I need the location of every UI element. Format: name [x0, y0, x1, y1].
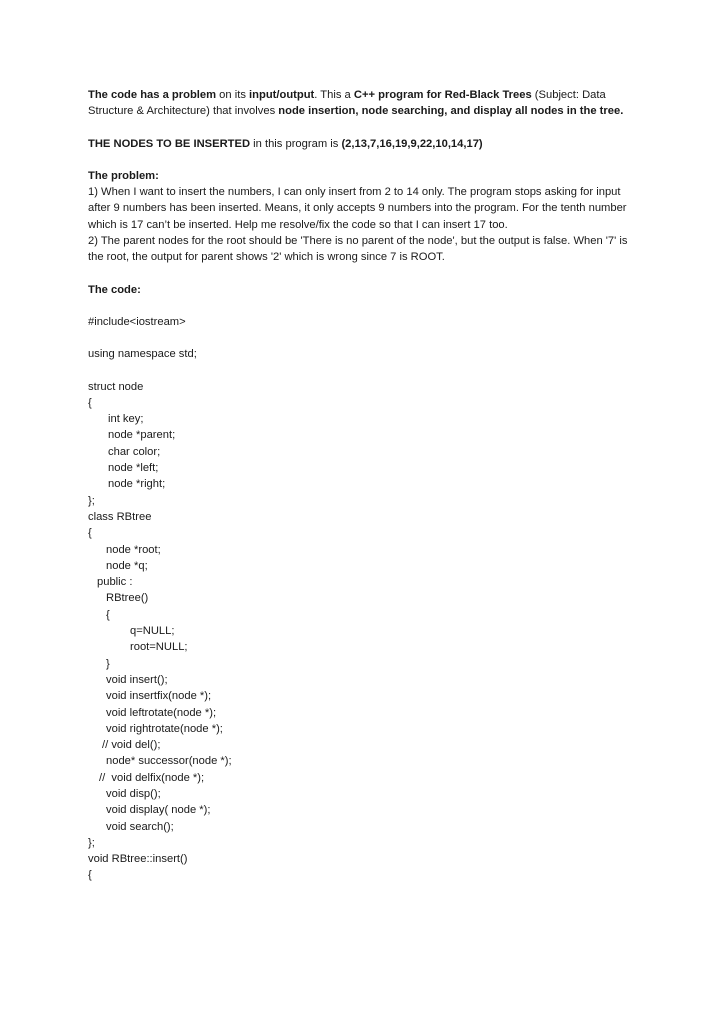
code-line-fn-successor: node* successor(node *); — [106, 755, 232, 768]
code-line-insert-def: void RBtree::insert() — [88, 853, 188, 866]
intro-bold-7: node insertion, node searching, and display all nodes in the tree. — [278, 105, 624, 118]
code-line-field-right: node *right; — [108, 478, 166, 491]
code-line-constructor: RBtree() — [106, 592, 149, 605]
intro-bold-3: input/output — [249, 89, 315, 101]
intro-text-6: (Subject: Data Structure & Architecture) that involves — [88, 89, 606, 118]
intro-paragraph — [88, 87, 640, 120]
code-line-public: public : — [97, 576, 133, 589]
code-line-close-brace: } — [106, 657, 110, 670]
intro-bold-5: C++ program for Red-Black Trees — [353, 89, 532, 101]
code-line-field-color: char color; — [108, 445, 161, 458]
code-line-fn-display: void display( node *); — [106, 804, 211, 817]
nodes-bold-label: THE NODES TO BE INSERTED — [88, 137, 251, 150]
code-line-fn-disp: void disp(); — [106, 787, 161, 800]
code-line-open-brace: { — [106, 608, 110, 621]
code-line-field-key: int key; — [108, 413, 144, 426]
code-line-class: class RBtree — [88, 510, 152, 523]
code-heading: The code: — [88, 283, 141, 296]
code-line-open-brace: { — [88, 527, 92, 540]
intro-bold-1: The code has a problem — [88, 89, 217, 101]
code-line-field-parent: node *parent; — [108, 429, 176, 442]
code-line-include: #include<iostream> — [88, 315, 186, 328]
code-line-member-q: node *q; — [106, 559, 148, 572]
code-block — [88, 314, 640, 884]
intro-text-4: . This a — [314, 89, 354, 101]
code-line-ctor-q: q=NULL; — [130, 625, 175, 638]
code-line-fn-del: // void del(); — [102, 739, 161, 752]
document-page — [88, 87, 640, 884]
code-line-fn-leftrotate: void leftrotate(node *); — [106, 706, 217, 719]
code-line-field-left: node *left; — [108, 462, 159, 475]
code-line-fn-search: void search(); — [106, 820, 174, 833]
nodes-list: (2,13,7,16,19,9,22,10,14,17) — [341, 137, 483, 150]
code-line-fn-rightrotate: void rightrotate(node *); — [106, 722, 223, 735]
code-line-fn-insertfix: void insertfix(node *); — [106, 690, 212, 703]
code-line-struct: struct node — [88, 380, 144, 393]
nodes-text: in this program is — [250, 137, 342, 150]
code-line-fn-delfix: // void delfix(node *); — [99, 771, 205, 784]
code-line-open-brace: { — [88, 869, 92, 882]
problem-item-1: 1) When I want to insert the numbers, I can only insert from 2 to 14 only. The program stops asking for input after 9 numbers has been inserted. Means, it only accepts 9 numbers into the program. For the tenth number which is 17 can’t be inserted. Help me resolve/fix the code so that I can insert 17 too. — [88, 186, 627, 231]
problem-item-2: 2) The parent nodes for the root should be 'There is no parent of the node', but the output is false. When '7' is the root, the output for parent shows '2' which is wrong since 7 is ROOT. — [88, 235, 628, 264]
code-line-fn-insert: void insert(); — [106, 673, 168, 686]
nodes-paragraph — [88, 136, 640, 152]
code-line-ctor-root: root=NULL; — [130, 641, 188, 654]
problem-heading: The problem: — [88, 169, 159, 182]
code-line-open-brace: { — [88, 396, 92, 409]
code-line-member-root: node *root; — [106, 543, 161, 556]
code-line-using: using namespace std; — [88, 348, 197, 361]
code-line-close-brace: }; — [88, 494, 95, 507]
code-line-close-brace: }; — [88, 836, 95, 849]
intro-text-2: on its — [216, 89, 250, 101]
